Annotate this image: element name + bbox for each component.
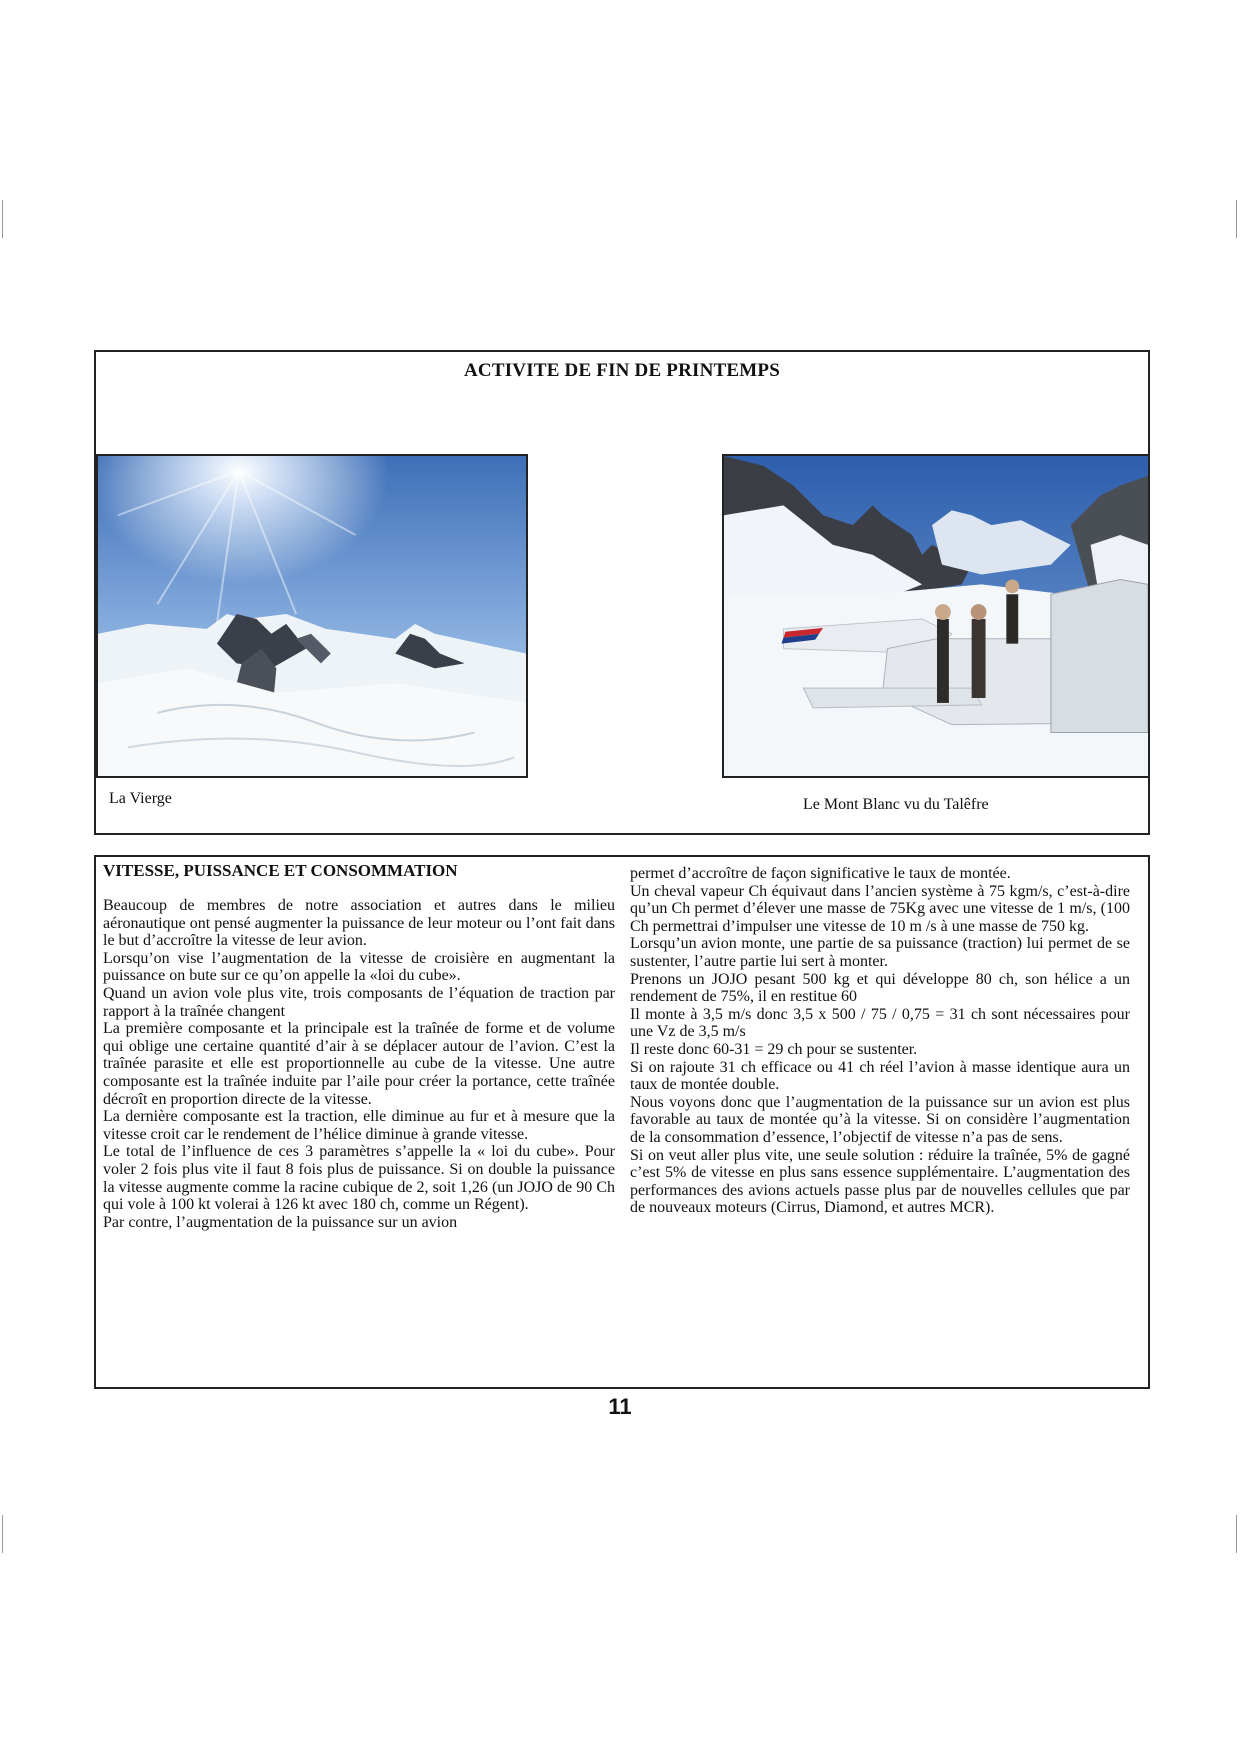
- article-column-right: [630, 865, 1130, 1217]
- paragraph: Par contre, l’augmentation de la puissance sur un avion: [103, 1213, 458, 1231]
- crop-mark-top-right: [1236, 200, 1237, 238]
- page-number: 11: [608, 1394, 632, 1419]
- paragraph: Le total de l’influence de ces 3 paramètres s’appelle la « loi du cube». Pour voler 2 fois plus vite il faut 8 fois plus de puissance. Si on double la puissance la vitesse augmente comme la racine cubique de 2, soit 1,26 (un JOJO de 90 Ch qui vole à 100 kt volerai à 126 kt avec 180 ch, comme un Régent).: [103, 1143, 615, 1214]
- photo-section: [94, 350, 1150, 835]
- photo-caption-left: La Vierge: [109, 790, 172, 807]
- paragraph: La dernière composante est la traction, elle diminue au fur et à mesure que la vitesse croit car le rendement de l’hélice diminue à grande vitesse.: [103, 1108, 615, 1143]
- paragraph: Quand un avion vole plus vite, trois composants de l’équation de traction par rapport à la traînée changent: [103, 984, 615, 1020]
- paragraph: Lorsqu’un avion monte, une partie de sa puissance (traction) lui permet de se sustenter, l’autre partie lui sert à monter.: [630, 935, 1130, 970]
- photo-caption-right: Le Mont Blanc vu du Talêfre: [803, 796, 989, 813]
- paragraph: permet d’accroître de façon significative le taux de montée.: [630, 865, 1011, 882]
- paragraph: Un cheval vapeur Ch équivaut dans l’ancien système à 75 kgm/s, c’est-à-dire qu’un Ch permet d’élever une masse de 75Kg avec une vitesse de 1 m/s, (100 Ch permettrai d’impulser une vitesse de 10 m /s à une masse de 750 kg.: [630, 882, 1130, 935]
- paragraph: Si on rajoute 31 ch efficace ou 41 ch réel l’avion à masse identique aura un taux de montée double.: [630, 1058, 1130, 1094]
- crop-mark-top-left: [2, 200, 3, 238]
- mountain-photo: [96, 454, 528, 778]
- paragraph: La première composante et la principale est la traînée de forme et de volume qui oblige une certaine quantité d’air à se déplacer autour de l’avion. C’est la traînée parasite et elle est proportionnelle au cube de la vitesse. Une autre composante est la traînée induite par l’aile pour créer la portance, cette traînée décroît en proportion directe de la vitesse.: [103, 1020, 615, 1108]
- paragraph: Prenons un JOJO pesant 500 kg et qui développe 80 ch, son hélice a un rendement de 75%, il en restitue 60: [630, 970, 1130, 1006]
- paragraph: Nous voyons donc que l’augmentation de la puissance sur un avion est plus favorable au taux de montée qu’à la vitesse. Si on considère l’augmentation de la consommation d’essence, l’objectif de vitesse n’a pas de sens.: [630, 1093, 1130, 1146]
- crop-mark-bottom-right: [1236, 1515, 1237, 1553]
- section-title: ACTIVITE DE FIN DE PRINTEMPS: [464, 360, 780, 381]
- paragraph: Il monte à 3,5 m/s donc 3,5 x 500 / 75 / 0,75 = 31 ch sont nécessaires pour une Vz de 3,5 m/s: [630, 1005, 1130, 1041]
- paragraph: Beaucoup de membres de notre association et autres dans le milieu aéronautique ont pensé augmenter la puissance de leur moteur ou l’ont fait dans le but d’accroître la vitesse de leur avion.: [103, 897, 615, 950]
- aircraft-on-glacier-photo: [722, 454, 1150, 778]
- article-title: VITESSE, PUISSANCE ET CONSOMMATION: [103, 861, 458, 880]
- paragraph: Il reste donc 60-31 = 29 ch pour se sustenter.: [630, 1040, 918, 1058]
- article-column-left: [103, 897, 615, 1231]
- crop-mark-bottom-left: [2, 1515, 3, 1553]
- paragraph: Si on veut aller plus vite, une seule solution : réduire la traînée, 5% de gagné c’est 5% de vitesse en plus sans essence supplémentaire. L’augmentation des performances des avions actuels passe plus par de nouvelles cellules que par de nouveaux moteurs (Cirrus, Diamond, et autres MCR).: [630, 1146, 1130, 1217]
- article-box: [94, 855, 1150, 1389]
- paragraph: Lorsqu’on vise l’augmentation de la vitesse de croisière en augmentant la puissance on bute sur ce qu’on appelle la «loi du cube».: [103, 949, 615, 985]
